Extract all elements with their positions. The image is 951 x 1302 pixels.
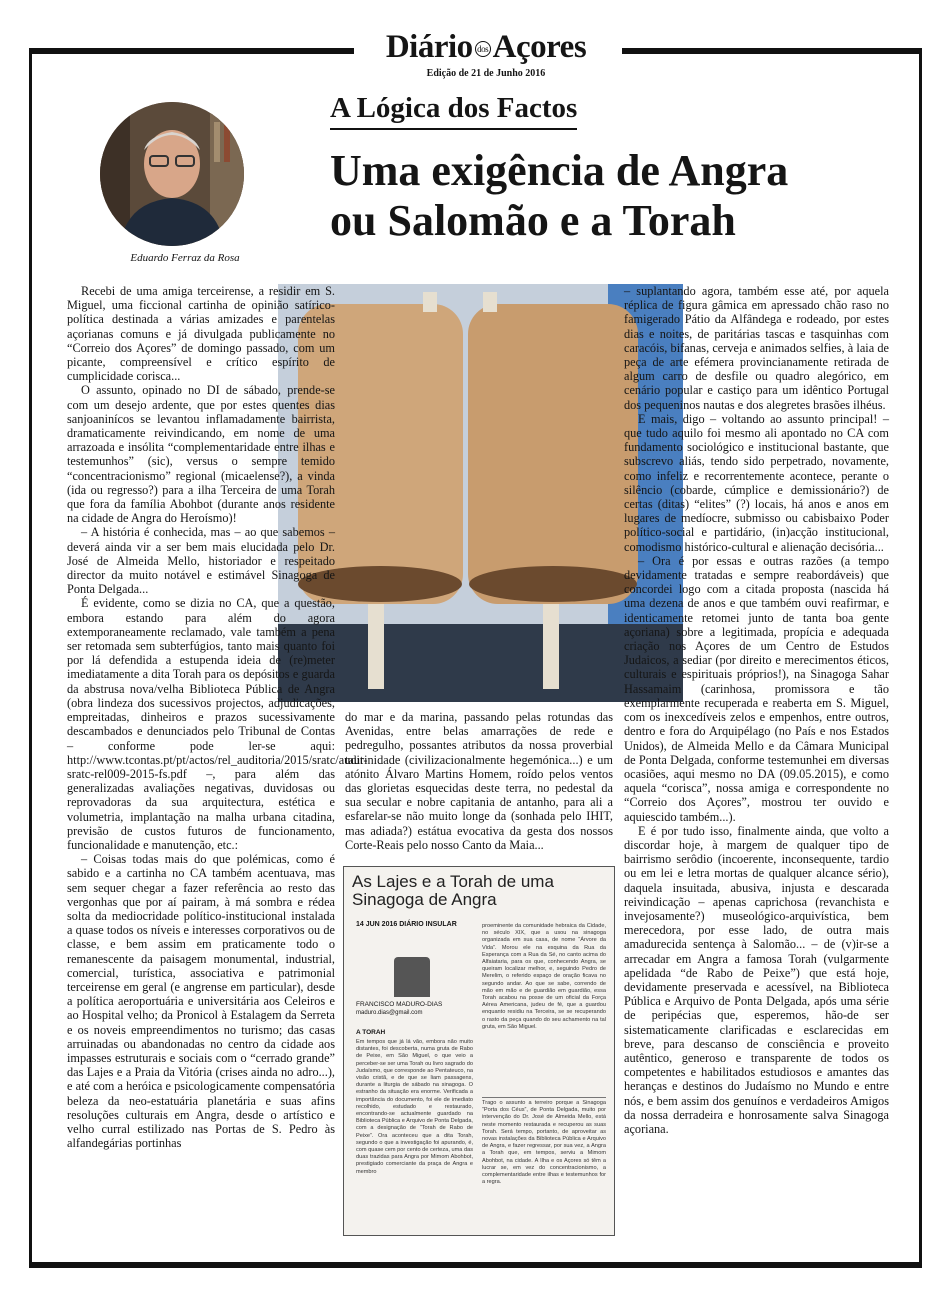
article-column-1 [67,284,368,1151]
paragraph: do mar e da marina, passando pelas rotundas das Avenidas, entre belas amarrações de rede e pedregulho, possantes atributos da nossa proverbial taurinidade (civilizacionalmente hegemónica...) e um atónito Álvaro Martins Homem, roído pelos ventos das glorietas esquecidas deste terra, no pedestal da sua secular e nobre capitania de antanho, para ali a esfarelar-se não muito longe da (sonhada pelo IHIT, mas adiada?) estátua evocativa da gesta dos nossos Corte-Reais pelo nosso Canto da Maia... [345,710,613,852]
article-column-3 [624,284,889,1136]
paragraph: – A história é conhecida, mas – ao que sabemos – deverá ainda vir a ser bem mais elucidada pelo Dr. José de Almeida Mello, historiador e respeitado director da muito notável e estimável Sinagoga de Ponta Delgada... [67,525,335,597]
clipping-email: maduro.dias@gmail.com [356,1010,423,1016]
masthead [360,28,612,79]
masthead-title-right: Açores [492,29,587,65]
clipping-author-photo [394,957,430,997]
section-title: A Lógica dos Factos [330,92,577,130]
paragraph: – suplantando agora, também esse até, por aquela réplica de figura gâmica em apressado chão raso no famigerado Pátio da Alfândega e rodeado, por estes dias e noites, de paritárias tascas e tasquinhas com caracóis, bifanas, cerveja e animados selfies, à laia de peça de arte efémera provincianamente retirada de algum carro de desfile ou quadro alegórico, em cenário popular e castiço para um idêntico Portugal dos pequeninos nautas e dos alegretes brasões ilhéus. [624,284,889,412]
paragraph: – Ora é por essas e outras razões (a tempo devidamente tratadas e sempre reabordáveis) que concordei logo com a citada proposta (nascida há uma dezena de anos e que também ouvi reafirmar, e identicamente retomei junto de tanta boa gente açoriana) sobre a legitimada, propícia e adequada criação nos Açores de um Centro de Estudos Judaicos, a sediar (por direito e merecimentos éticos, culturais e espirituais próprios!), na Sinagoga Sahar Hassamaim (carinhosa, promissora e tão exemplarmente recuperada e reaberta em S. Miguel, com os inexcedíveis zelos e empenhos, entre outros, dentro e fora do Arquipélago (no País e nos Estados Unidos), de Almeida Mello e da Câmara Municipal de Ponta Delgada, conforme testemunhei em diversas ocasiões, aqui mesmo no DA (09.05.2015), e como aquela “corisca”, nossa amiga e correspondente no “Correio dos Açores”, mostrou ter ouvido e aquiescido também...). [624,553,889,824]
headline [330,146,900,246]
clipping-text-right-2: Trago o assunto a terreiro porque a Sinagoga “Porta dos Céus”, de Ponta Delgada, muito por intervenção do Dr. José de Almeida Mello, está neste momento restaurada e recuperou as suas Torah. Será tempo, portanto, de aproveitar as novas instalações da Biblioteca Pública e Arquivo de Angra, e fazer regressar, por sua vez, a Angra a Torah que, em tempos, serviu a Mimom Abohbot, na cidade. A Ilha e os Açores só têm a lucrar se, em vez do concentracionismo, a complementaridade entre ilhas e testemunhos for a regra. [482,1097,606,1186]
masthead-emblem-icon: dos [475,41,491,57]
masthead-title [360,28,612,66]
edition-date: Edição de 21 de Junho 2016 [426,68,546,79]
clipping-text-left: Em tempos que já lá vão, embora não muito distantes, foi descoberta, numa gruta de Rabo de Peixe, em São Miguel, o que veio a perceber-se ser uma Torah ou livro sagrado do Judaísmo, que corresponde ao Pentateuco, na visão cristã, e de que se liam passagens, durante a liturgia de sábado na sinagoga. O estranho da situação era enorme. Verificada a importância do documento, foi ele de imediato recolhido, estudado e restaurado, encontrando-se actualmente guardado na Biblioteca Pública e Arquivo de Ponta Delgada, com a designação de “Torah de Rabo de Peixe”. Ora aconteceu que a dita Torah, segundo o que a investigação foi apurando, é, com quase cem por cento de certeza, uma das duas trazidas para Angra por Mimom Abohbot, prestigiado comerciante da praça de Angra e membro [356,1039,473,1175]
paragraph: É evidente, como se dizia no CA, que a questão, embora estando para além do agora extemporaneamente reclamado, vale também a pena ser retomada sem subterfúgios, tanto mais quanto foi por lá defendida a estupenda ideia de (re)meter imediatamente a dita Torah para os depósitos e guarda da abstrusa nova/velha Biblioteca Pública de Angra (obra lindeza dos sucessivos projectos, adjudicações, empreitadas, dinheiros e prazos sucessivamente descambados e denunciados pelo Tribunal de Contas – conforme pode ler-se aqui: http://www.tcontas.pt/pt/actos/rel_auditoria/2015/sratc/audit-sratc-rel009-2015-fs.pdf –, para além das generalizadas avaliações negativas, duvidosas ou reprovadoras da sua arquitectura, estética e volumetria, implantação na malha urbana citadina, previsão de custos futuros de funcionamento, funcionalidade e manutenção, etc.: [67,596,368,852]
author-name: Eduardo Ferraz da Rosa [130,252,240,264]
paragraph: E mais, digo – voltando ao assunto principal! – que tudo aquilo foi mesmo ali apontado no CA com fundamento sociológico e institucional bastante, que subscrevo aliás, tendo sido perpetrado, novamente, como infeliz e recorrentemente acontece, perante o silêncio (cobarde, cúmplice e demissionário?) de certas (ditas) “elites” (?) locais, há anos e anos em lugares de medíocre, submisso ou cabisbaixo Poder político-social e partidário, (in)acção institucional, comodismo histórico-cultural e alienação decisória... [624,411,889,554]
paragraph: O assunto, opinado no DI de sábado, prende-se com um desejo ardente, que por estes quentes dias sanjoaninícos se levantou inflamadamente bairrista, dramaticamente reivindicando, em nome de uma arrazoada e insólita “complementaridade entre ilhas e testemunhos” (sic), versus o sempre temido “concentracionismo” regional (micaelense?), a vinda (ida ou regresso?) para a ilha Terceira de uma Torah que fora da família Abohbot (durante anos residente na cidade de Angra do Heroísmo)! [67,383,335,526]
clipping-byline: FRANCISCO MADURO-DIAS [356,1001,443,1008]
torah-scrolls-photo [278,284,683,702]
clipping-subhead: A TORAH [356,1029,386,1036]
masthead-title-left: Diário [385,29,473,65]
clipping-title: As Lajes e a Torah de uma Sinagoga de Angra [352,872,554,909]
paragraph: – Coisas todas mais do que polémicas, como é sabido e a cartinha no CA também acentuava, mas sem sequer chegar a fazer referência ao resto das vergonhas que por aí pairam, à má sombra e rédea solta da mediocridade político-institucional instalada a quase todos os níveis e interesses corporativos ou de classe, e bem assim em praticamente todo o remanescente da paisagem monumental, industrial, comercial, turística, associativa e patrimonial terceirense em geral (e angrense em particular), desde a política aeroportuária e universitária aos Celeiros e ao Hospital velho; da Pronicol à Estalagem da Serreta e os noveis empreendimentos no turismo; das casas arruinadas ou abandonadas no centro da cidade aos impasses estruturais e sociais com o “cerrado grande” das Lajes e a Praia da Vitória (crises ainda no adro...), e até com a heróica e psicologicamente compensatória beleza da neo-estatuária planetária e suas afins resoluções culturais em Angra, desde o artístico e velho curral estilizado nas Portas de S. Pedro às alfandegárias portinhas [67,852,335,1151]
paragraph: E é por tudo isso, finalmente ainda, que volto a discordar hoje, à margem de qualquer tipo de bairrismo serôdio (incoerente, inconsequente, tardio ou em lei e letra mortas de qualquer alcance sério), daquela insuitada, abusiva, injusta e descarada reivindicação – apenas caprichosa (revanchista e invejosamente?) museológico-arquivística, bem merecedora, por esse lado, de outra mais amadurecida sentença à Salomão... – de (v)ir-se a arrecadar em Angra a famosa Torah (vulgarmente apelidada “de Rabo de Peixe”) que está hoje, devidamente preservada e acessível, na Biblioteca Pública e Arquivo de Ponta Delgada, após uma série de peripécias que, esperemos, hão-de ser sistematicamente clarificadas e esclarecidas em breve, para descanso de consciência e proveito autêntico, generoso e transparente de todos os competentes e habilitados estudiosos e amantes das heranças e destinos do Judaísmo no Mundo e entre nós, e bem assim dos genuínos e verdadeiros Amigos da nossa derradeira e honrosamente salva Sinagoga açoriana. [624,823,889,1136]
clipping-text-right: proeminente da comunidade hebraica da Cidade, no século XIX, que a usou na sinagoga organizada em sua casa, de nome “Árvore da Vida”. Morou ele na esquina da Rua da Esperança com a Rua da Sé, no canto acima do Alfaiataria, para os que, conhecendo Angra, se queiram localizar melhor, e, seguindo Pedro de Merelim, o referido espaço de oração ficava no segundo andar. Ao que se sabe, correndo de mão em mão e de guardião em guardião, essa Torah acabou na posse de um oficial da Força Aérea Americana, judeu de fé, que a guardou enquanto residiu na Terceira, se se recuperando o rasto da peça quando do seu achamento na tal gruta, em São Miguel. [482,923,606,1030]
headline-line-1: Uma exigência de Angra [330,146,789,195]
newspaper-clipping [343,866,615,1236]
author-portrait [100,102,244,246]
paragraph: Recebi de uma amiga terceirense, a residir em S. Miguel, uma ficcional cartinha de opinião satírico-política destinada a várias amizades e parentelas açorianas comuns e já divulgada publicamente no “Correio dos Açores” de domingo passado, com um picante, compreensível e crítico espírito de cumplicidade corisca... [67,284,335,384]
clipping-date: 14 JUN 2016 DIÁRIO INSULAR [356,921,457,928]
headline-line-2: ou Salomão e a Torah [330,196,736,245]
article-column-2 [345,710,613,852]
